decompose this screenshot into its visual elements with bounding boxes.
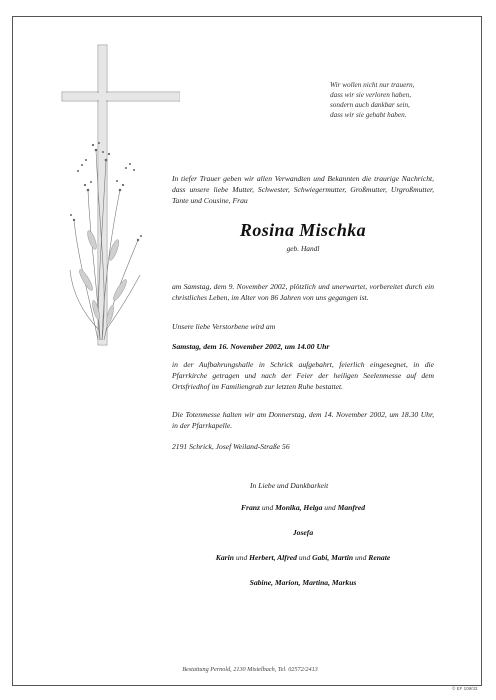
motto-line: sondern auch dankbar sein, [330, 101, 410, 109]
funeral-date: Samstag, dem 16. November 2002, um 14.00 Uhr [172, 342, 330, 351]
deceased-name: Rosina Mischka [239, 220, 367, 240]
mass-paragraph: Die Totenmesse halten wir am Donnerstag, dem 14. November 2002, um 18.30 Uhr, in der Pfarrkapelle. [172, 410, 434, 430]
motto-line: dass wir sie gehabt haben. [330, 111, 407, 119]
family-joiner: und [322, 503, 338, 512]
family-address: 2191 Schrick, Josef Weiland-Straße 56 [172, 442, 290, 451]
family-joiner: und [353, 553, 369, 562]
motto-quote [330, 80, 470, 120]
family-names: Sabine, Marion, Martina, Markus [249, 578, 357, 587]
motto-line: dass wir sie verloren haben, [330, 91, 411, 99]
family-names: Josefa [292, 528, 314, 537]
undertaker-footer: Bestattung Pernold, 2130 Mistelbach, Tel. 02572/2413 [182, 666, 318, 673]
family-names: Karin [215, 553, 234, 562]
funeral-intro: Unsere liebe Verstorbene wird am [172, 322, 276, 331]
family-row [172, 503, 434, 512]
family-names: Manfred [337, 503, 366, 512]
closing-line: In Liebe und Dankbarkeit [250, 481, 329, 490]
family-names: Franz [240, 503, 260, 512]
family-names: Herbert, Alfred [249, 553, 297, 562]
family-joiner: und [259, 503, 276, 512]
motto-line: Wir wollen nicht nur trauern, [330, 81, 415, 89]
family-joiner: und [296, 553, 313, 562]
death-paragraph: am Samstag, dem 9. November 2002, plötzlich und unerwartet, vorbereitet durch ein christliches Leben, im Alter von 86 Jahren von uns gegangen ist. [172, 282, 434, 302]
family-names: Gabi, Martin [312, 553, 354, 562]
family-joiner: und [233, 553, 250, 562]
family-names: Renate [368, 553, 391, 562]
form-code: © EF 109/33 [452, 686, 478, 691]
maiden-name: geb. Handl [286, 244, 320, 253]
family-row [172, 553, 434, 562]
family-names: Monika, Helga [275, 503, 323, 512]
cross-with-grass-illustration [60, 40, 180, 360]
family-row [172, 528, 434, 537]
intro-paragraph: In tiefer Trauer geben wir allen Verwandten und Bekannten die traurige Nachricht, dass unsere liebe Mutter, Schwester, Schwiegermutter, Großmutter, Urgroßmutter, Tante und Cousine, Frau [172, 174, 434, 205]
family-row [172, 578, 434, 587]
funeral-paragraph: in der Aufbahrungshalle in Schrick aufgebahrt, feierlich eingesegnet, in die Pfarrkirche getragen und nach der Feier der heiligen Seelenmesse auf dem Ortsfriedhof im Familiengrab zur letzten Ruhe bestattet. [172, 360, 434, 391]
